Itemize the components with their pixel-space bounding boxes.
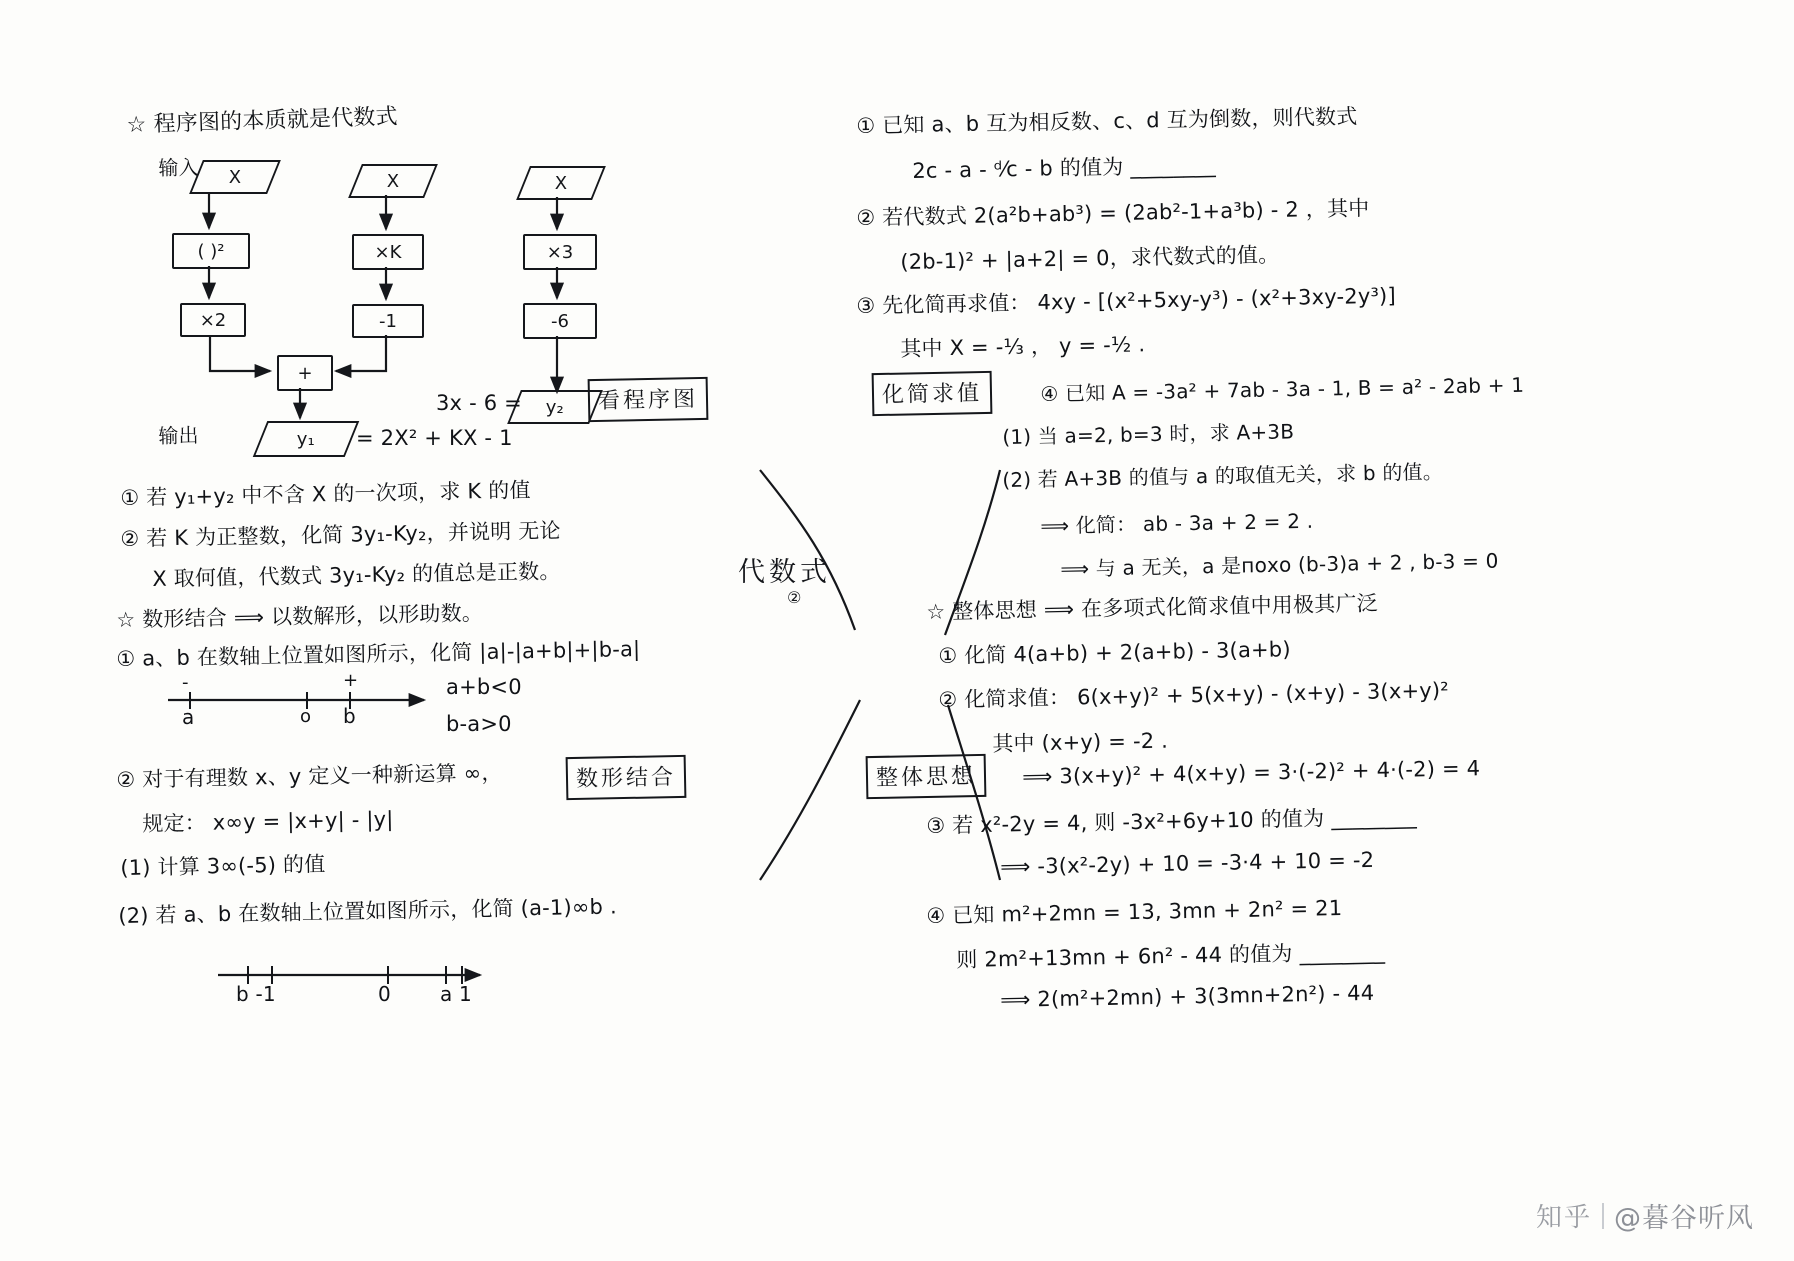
center-node-sub: ②	[787, 588, 802, 607]
flow-step-minus6-label: -6	[551, 310, 569, 332]
numberline1-mark-a: a	[182, 705, 195, 729]
flow-output-y1	[253, 421, 360, 457]
left-item-3: X 取何值，代数式 3y₁-Ky₂ 的值总是正数。	[152, 559, 561, 591]
flow-step-plus-label: +	[297, 362, 313, 384]
flow-y2-expr: 3x - 6 =	[436, 391, 522, 415]
node-whole-thought[interactable]: 整体思想	[866, 754, 987, 799]
flow-step-timesk-label: ×K	[374, 241, 402, 263]
left-item-8: (1) 计算 3∞(-5) 的值	[120, 852, 326, 880]
numberline1-mark-b: b	[343, 704, 356, 728]
watermark-divider	[1602, 1203, 1604, 1229]
right-item-17: ③ 若 x²-2y = 4, 则 -3x²+6y+10 的值为 ________	[926, 804, 1418, 838]
node-simplify-value[interactable]: 化简求值	[872, 371, 993, 416]
right-item-19: ④ 已知 m²+2mn = 13, 3mn + 2n² = 21	[926, 896, 1343, 928]
flow-input-3	[516, 166, 606, 200]
zhihu-logo: 知乎	[1535, 1203, 1592, 1233]
numberline1-mark-o: o	[300, 706, 312, 727]
node-shape-number[interactable]: 数形结合	[566, 755, 687, 800]
left-item-9: (2) 若 a、b 在数轴上位置如图所示，化简 (a-1)∞b .	[118, 894, 618, 928]
right-item-2: 2c - a - ᵈ⁄c - b 的值为 ________	[912, 153, 1217, 183]
flow-step-timesk	[352, 234, 424, 270]
flow-step-times3-label: ×3	[546, 241, 574, 263]
flow-step-minus1	[352, 304, 424, 338]
flow-output-y1-label: y₁	[297, 428, 315, 450]
left-item-4: ☆ 数形结合 ⟹ 以数解形，以形助数。	[116, 600, 484, 632]
flow-step-times2-label: ×2	[199, 309, 227, 331]
right-item-1: ① 已知 a、b 互为相反数、c、d 互为倒数，则代数式	[856, 104, 1358, 138]
right-item-14: ② 化简求值： 6(x+y)² + 5(x+y) - (x+y) - 3(x+y)²	[938, 678, 1450, 712]
flow-step-plus	[277, 355, 333, 391]
left-item-5: ① a、b 在数轴上位置如图所示，化简 |a|-|a+b|+|b-a|	[116, 636, 641, 671]
right-item-10: ⟹ 化简： ab - 3a + 2 = 2 .	[1040, 508, 1314, 538]
numberline2-mark-b: b -1	[236, 982, 276, 1006]
flow-input-3-label: X	[554, 172, 568, 194]
left-item-1: ① 若 y₁+y₂ 中不含 X 的一次项，求 K 的值	[120, 478, 531, 510]
flow-input-1-label: X	[228, 166, 242, 188]
output-label: 输出	[158, 423, 199, 448]
right-item-18: ⟹ -3(x²-2y) + 10 = -3·4 + 10 = -2	[1000, 847, 1375, 879]
left-item-2: ② 若 K 为正整数，化简 3y₁-Ky₂，并说明 无论	[120, 518, 561, 551]
right-item-21: ⟹ 2(m²+2mn) + 3(3mn+2n²) - 44	[1000, 980, 1375, 1012]
flow-step-minus1-label: -1	[379, 310, 397, 332]
right-item-8: (1) 当 a=2, b=3 时，求 A+3B	[1002, 419, 1295, 449]
right-item-4: (2b-1)² + |a+2| = 0，求代数式的值。	[900, 242, 1280, 274]
input-label: 输入	[158, 155, 199, 180]
numberline1-sign-plus: +	[343, 670, 359, 691]
numberline1-sign-minus: -	[182, 672, 189, 693]
numberline2-mark-a: a 1	[440, 982, 472, 1006]
flow-input-1	[189, 160, 281, 194]
flow-step-times3	[523, 234, 597, 270]
center-node-label[interactable]: 代数式	[738, 557, 831, 588]
left-item-6: ② 对于有理数 x、y 定义一种新运算 ∞，	[116, 760, 503, 792]
numberline2-mark-0: 0	[378, 982, 391, 1006]
node-program-chart[interactable]: 看程序图	[588, 377, 709, 422]
flow-step-times2	[180, 303, 246, 337]
left-item-7: 规定： x∞y = |x+y| - |y|	[142, 807, 394, 836]
right-item-7: ④ 已知 A = -3a² + 7ab - 3a - 1, B = a² - 2ab + 1	[1040, 372, 1525, 406]
right-item-5: ③ 先化简再求值： 4xy - [(x²+5xy-y³) - (x²+3xy-2y³)]	[856, 283, 1397, 318]
flow-output-expr: = 2X² + KX - 1	[356, 426, 513, 450]
watermark-username: @暮谷听风	[1614, 1203, 1754, 1234]
right-item-11: ⟹ 与 a 无关，a 是похо (b-3)a + 2 , b-3 = 0	[1060, 548, 1499, 581]
right-item-12: ☆ 整体思想 ⟹ 在多项式化简求值中用极其广泛	[926, 591, 1379, 624]
flow-step-square-label: ( )²	[197, 240, 225, 262]
flow-output-y2-label: y₂	[546, 396, 564, 418]
right-item-20: 则 2m²+13mn + 6n² - 44 的值为 ________	[956, 939, 1386, 972]
flow-step-square	[172, 233, 250, 269]
flow-input-2	[348, 164, 438, 198]
left-note-bma: b-a>0	[446, 712, 512, 736]
flow-step-minus6	[523, 303, 597, 339]
left-note-apb: a+b<0	[446, 675, 522, 699]
right-item-13: ① 化简 4(a+b) + 2(a+b) - 3(a+b)	[938, 637, 1291, 668]
flow-input-2-label: X	[386, 170, 400, 192]
right-item-16: ⟹ 3(x+y)² + 4(x+y) = 3·(-2)² + 4·(-2) = 4	[1022, 756, 1481, 789]
right-item-9: (2) 若 A+3B 的值与 a 的取值无关，求 b 的值。	[1002, 459, 1444, 492]
right-item-15: 其中 (x+y) = -2 .	[992, 728, 1169, 756]
watermark	[1536, 1196, 1754, 1235]
right-item-6: 其中 X = -⅓ ， y = -½ .	[900, 332, 1146, 361]
right-item-3: ② 若代数式 2(a²b+ab³) = (2ab²-1+a³b) - 2 ，其中	[856, 196, 1370, 230]
left-title: ☆ 程序图的本质就是代数式	[126, 104, 399, 138]
